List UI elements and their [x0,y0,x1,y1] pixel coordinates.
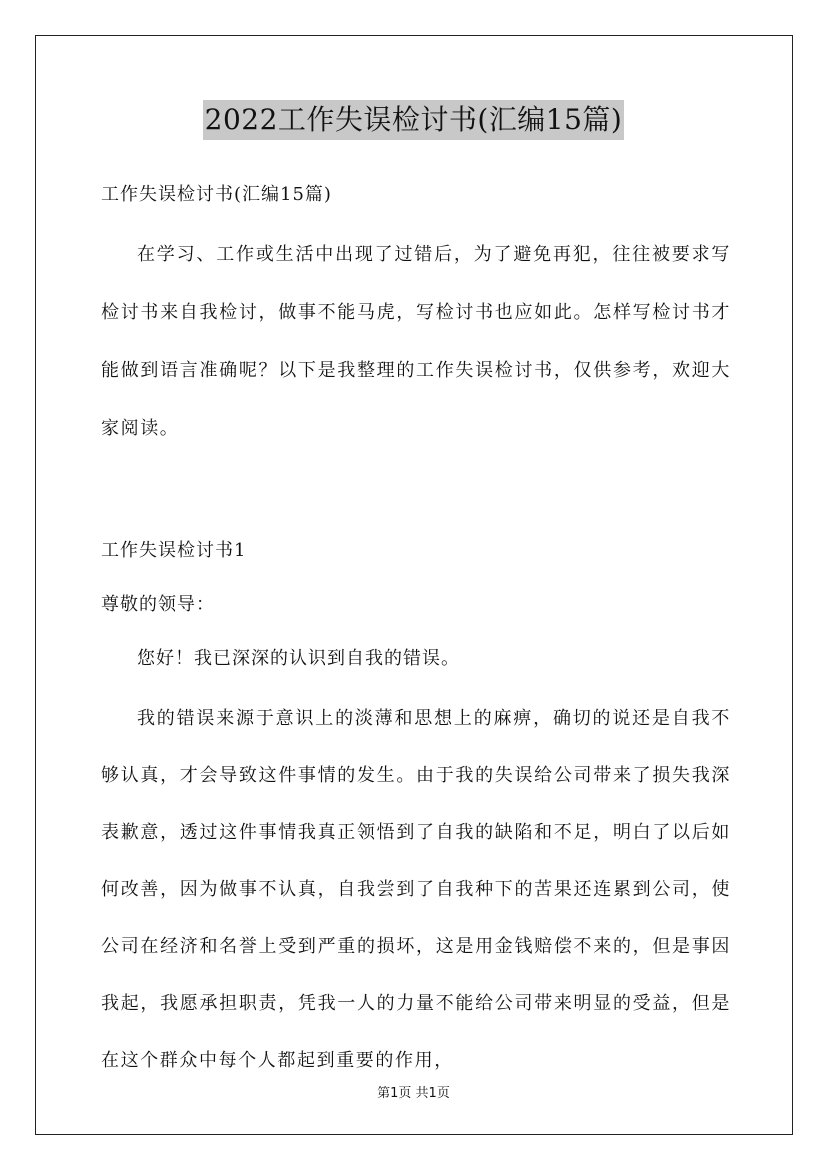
body-paragraph: 我的错误来源于意识上的淡薄和思想上的麻痹，确切的说还是自我不够认真，才会导致这件事情的发生。由于我的失误给公司带来了损失我深表歉意，透过这件事情我真正领悟到了自我的缺陷和不足，明白了以后如何改善，因为做事不认真，自我尝到了自我种下的苦果还连累到公司，使公司在经济和名誉上受到严重的损坏，这是用金钱赔偿不来的，但是事因我起，我愿承担职责，凭我一人的力量不能给公司带来明显的受益，但是在这个群众中每个人都起到重要的作用， [101,708,731,1071]
document-body [101,172,731,1089]
intro-paragraph: 在学习、工作或生活中出现了过错后，为了避免再犯，往往被要求写检讨书来自我检讨，做事不能马虎，写检讨书也应如此。怎样写检讨书才能做到语言准确呢？以下是我整理的工作失误检讨书，仅供参考，欢迎大家阅读。 [101,244,731,439]
greeting-line: 您好！我已深深的认识到自我的错误。 [137,648,460,669]
document-title: 2022工作失误检讨书(汇编15篇) [203,100,625,140]
section-heading: 工作失误检讨书1 [101,540,247,561]
title-container [0,100,827,140]
page-footer: 第1页 共1页 [377,1086,450,1101]
document-subtitle: 工作失误检讨书(汇编15篇) [101,184,332,205]
salutation: 尊敬的领导： [101,594,215,615]
